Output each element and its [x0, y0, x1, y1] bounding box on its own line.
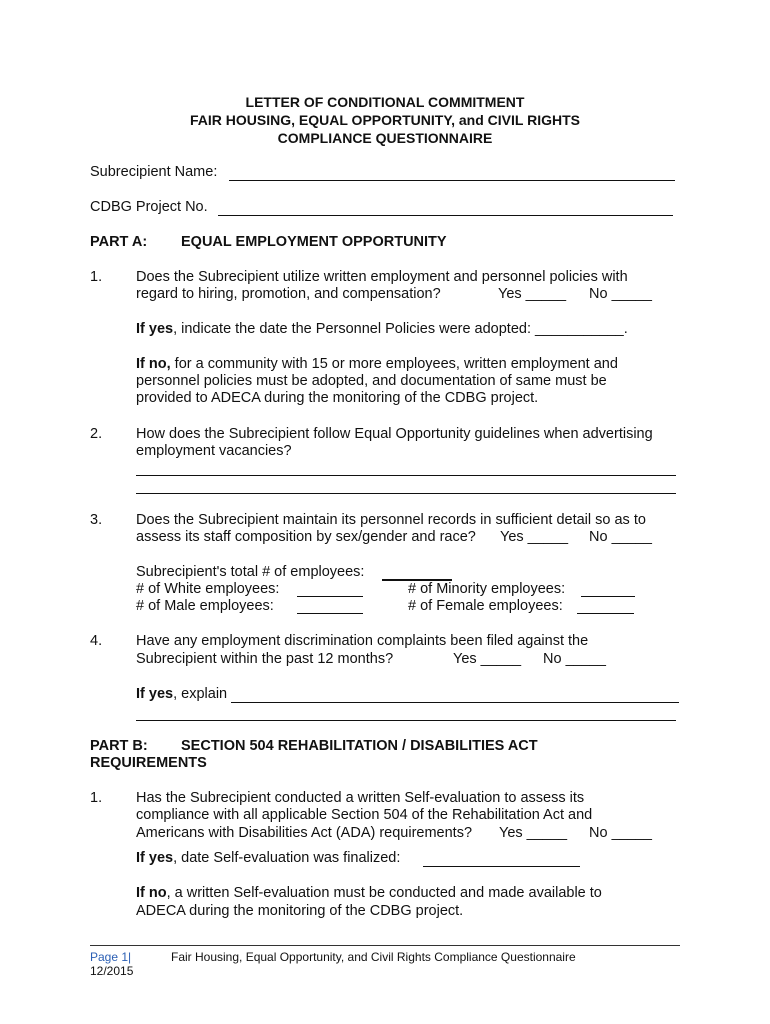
part-a-q4-explain-line2[interactable] [136, 720, 676, 721]
part-b-title-line2: REQUIREMENTS [90, 755, 207, 771]
part-a-q1-ifyes [136, 321, 628, 337]
doc-title-line1: LETTER OF CONDITIONAL COMMITMENT [245, 94, 525, 110]
part-a-label: PART A: [90, 234, 148, 250]
part-a-q3-yes[interactable]: Yes _____ [500, 529, 569, 545]
cdbg-project-label: CDBG Project No. [90, 199, 208, 215]
part-a-q4-number: 4. [90, 633, 103, 649]
part-b-q1-line3: Americans with Disabilities Act (ADA) requirements? [136, 825, 473, 841]
part-b-q1-ifyes-text: , date Self-evaluation was finalized: [173, 850, 401, 866]
part-a-q2-line2: employment vacancies? [136, 443, 292, 459]
part-b-q1-ifno-line1 [136, 885, 602, 901]
cdbg-project-field[interactable] [218, 215, 673, 216]
doc-title-line2: FAIR HOUSING, EQUAL OPPORTUNITY, and CIVIL RIGHTS [190, 112, 580, 128]
part-a-q1-ifyes-bold: If yes [136, 321, 174, 337]
part-b-q1-ifno-line2: ADECA during the monitoring of the CDBG project. [136, 903, 464, 919]
footer-title: Fair Housing, Equal Opportunity, and Civil Rights Compliance Questionnaire [171, 950, 576, 964]
part-a-q4-explain-line1[interactable] [231, 702, 679, 703]
part-a-q1-ifno-line1 [136, 356, 618, 372]
part-a-q1-number: 1. [90, 269, 103, 285]
part-a-q2-answer-line1[interactable] [136, 475, 676, 476]
total-employees-label: Subrecipient's total # of employees: [136, 564, 365, 580]
footer-page-label: Page 1 [90, 950, 129, 964]
minority-employees-label: # of Minority employees: [408, 581, 566, 597]
part-b-q1-yes[interactable]: Yes _____ [499, 825, 568, 841]
part-b-title: SECTION 504 REHABILITATION / DISABILITIES ACT [181, 738, 538, 754]
part-a-q3-no[interactable]: No _____ [589, 529, 652, 545]
part-a-q1-line2: regard to hiring, promotion, and compensation? [136, 286, 441, 302]
part-b-q1-number: 1. [90, 790, 103, 806]
part-b-q1-ifno-text: , a written Self-evaluation must be conducted and made available to [166, 885, 602, 901]
part-b-q1-line2: compliance with all applicable Section 504 of the Rehabilitation Act and [136, 807, 593, 823]
subrecipient-name-field[interactable] [229, 180, 675, 181]
part-a-q1-line1: Does the Subrecipient utilize written employment and personnel policies with [136, 269, 628, 285]
part-a-q4-yes[interactable]: Yes _____ [453, 651, 522, 667]
part-a-q3-line2: assess its staff composition by sex/gender and race? [136, 529, 476, 545]
female-employees-field[interactable] [577, 613, 634, 614]
part-b-q1-ifyes-bold: If yes [136, 850, 174, 866]
footer-page-number: Page 1| [90, 950, 132, 964]
part-a-q1-no[interactable]: No _____ [589, 286, 652, 302]
part-a-q2-line1: How does the Subrecipient follow Equal Opportunity guidelines when advertising [136, 426, 653, 442]
part-a-q3-line1: Does the Subrecipient maintain its personnel records in sufficient detail so as to [136, 512, 646, 528]
part-b-q1-no[interactable]: No _____ [589, 825, 652, 841]
footer-date: 12/2015 [90, 964, 134, 978]
male-employees-label: # of Male employees: [136, 598, 274, 614]
part-b-q1-ifyes [136, 850, 400, 866]
part-a-q4-ifyes-text: , explain [173, 686, 228, 702]
footer-divider [90, 945, 680, 946]
doc-title-line3: COMPLIANCE QUESTIONNAIRE [277, 130, 493, 146]
white-employees-label: # of White employees: [136, 581, 280, 597]
part-b-q1-line1: Has the Subrecipient conducted a written Self-evaluation to assess its [136, 790, 585, 806]
part-b-q1-ifno-bold: If no [136, 885, 167, 901]
part-a-q1-ifno-line2: personnel policies must be adopted, and documentation of same must be [136, 373, 607, 389]
part-a-q4-ifyes-bold: If yes [136, 686, 174, 702]
part-a-q1-ifno-text: for a community with 15 or more employees, written employment and [170, 356, 618, 372]
self-evaluation-date-field[interactable] [423, 866, 580, 867]
male-employees-field[interactable] [297, 613, 363, 614]
part-a-q1-ifno-line3: provided to ADECA during the monitoring of the CDBG project. [136, 390, 539, 406]
part-a-q4-no[interactable]: No _____ [543, 651, 606, 667]
part-a-q2-answer-line2[interactable] [136, 493, 676, 494]
part-a-title: EQUAL EMPLOYMENT OPPORTUNITY [181, 234, 447, 250]
part-b-label: PART B: [90, 738, 148, 754]
part-a-q1-ifno-bold: If no, [136, 356, 171, 372]
female-employees-label: # of Female employees: [408, 598, 563, 614]
part-a-q2-number: 2. [90, 426, 103, 442]
part-a-q4-ifyes [136, 686, 227, 702]
part-a-q4-line2: Subrecipient within the past 12 months? [136, 651, 394, 667]
part-a-q1-ifyes-text: , indicate the date the Personnel Policies were adopted: ___________. [173, 321, 628, 337]
subrecipient-name-label: Subrecipient Name: [90, 164, 218, 180]
part-a-q1-yes[interactable]: Yes _____ [498, 286, 567, 302]
white-employees-field[interactable] [297, 596, 363, 597]
part-a-q4-line1: Have any employment discrimination complaints been filed against the [136, 633, 589, 649]
part-a-q3-number: 3. [90, 512, 103, 528]
minority-employees-field[interactable] [581, 596, 635, 597]
